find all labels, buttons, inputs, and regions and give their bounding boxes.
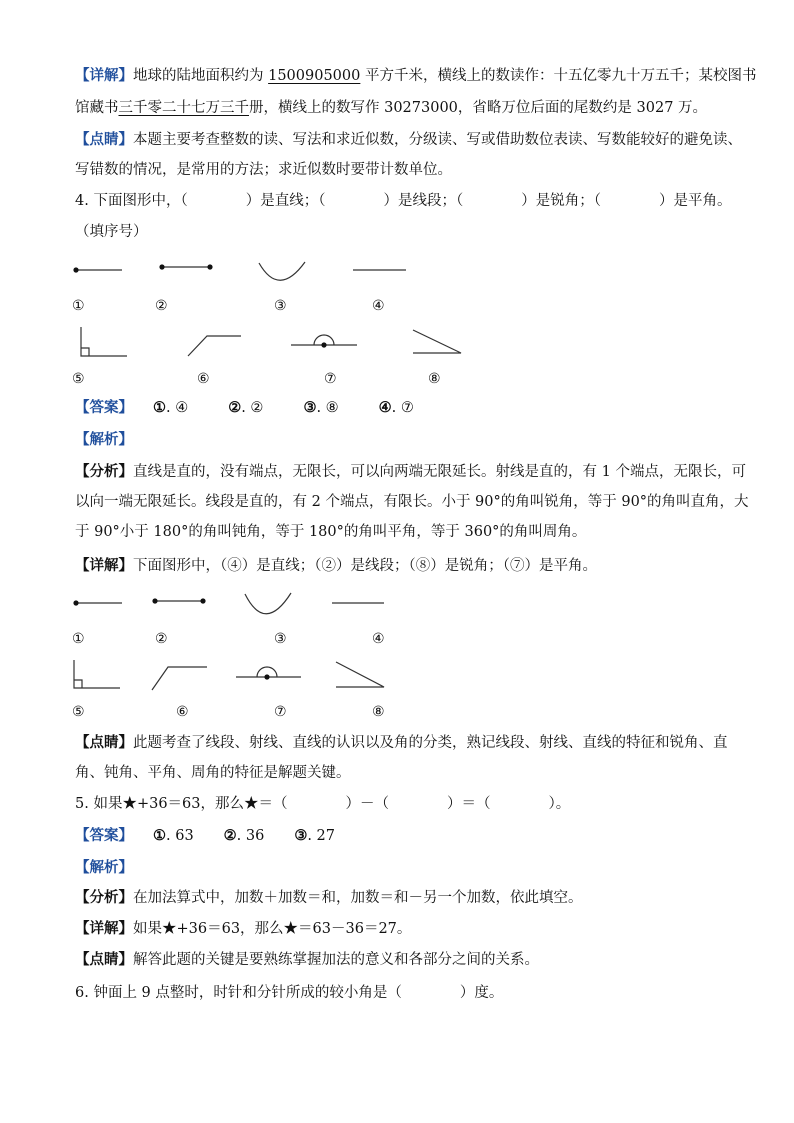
land-area-number: 1500905000 — [268, 68, 361, 84]
books-text: 三千零二十七万三千 — [118, 100, 249, 116]
q3-point-line-2: 写错数的情况，是常用的方法；求近似数时要带计数单位。 — [75, 162, 452, 178]
fig1-label-7: ⑦ — [324, 371, 337, 387]
fig2-right-angle-mark — [74, 680, 82, 688]
fig2-label-1: ① — [72, 631, 85, 647]
fig1-label-4: ④ — [372, 298, 385, 314]
q4-analysis-line-3: 于 90°小于 180°的角叫钝角，等于 180°的角叫平角，等于 360°的角叫周角。 — [75, 524, 587, 540]
fig2-acute-angle — [336, 662, 384, 687]
q5-stem: 5. 如果★+36＝63，那么★＝（ ）－（ ）＝（ ）。 — [75, 796, 571, 812]
q6-stem: 6. 钟面上 9 点整时，时针和分针所成的较小角是（ ）度。 — [75, 985, 504, 1001]
q4-stem: 4. 下面图形中，（ ）是直线；（ ）是线段；（ ）是锐角；（ ）是平角。 — [75, 193, 732, 209]
q4-point-line-1: 【点睛】此题考查了线段、射线、直线的认识以及角的分类，熟记线段、射线、直线的特征和锐角、直 — [75, 735, 728, 751]
fig2-obtuse-angle — [152, 667, 207, 690]
q5-detail: 【详解】如果★+36＝63，那么★＝63－36＝27。 — [75, 921, 412, 937]
fig2-segment-endpoint-a — [152, 598, 157, 603]
fig2-label-5: ⑤ — [72, 704, 85, 720]
fig2-ray-endpoint — [73, 600, 78, 605]
fig2-curve — [245, 593, 291, 614]
q4-point-line-2: 角、钝角、平角、周角的特征是解题关键。 — [75, 765, 351, 781]
fig1-label-1: ① — [72, 298, 85, 314]
q5-analysis: 【分析】在加法算式中，加数＋加数＝和，加数＝和－另一个加数，依此填空。 — [75, 890, 583, 906]
fig2-segment-endpoint-b — [200, 598, 205, 603]
q5-answer: 【答案】 ①. 63 ②. 36 ③. 27 — [75, 827, 336, 844]
fig2-label-4: ④ — [372, 631, 385, 647]
fig1-label-5: ⑤ — [72, 371, 85, 387]
q3-detail-line-2: 馆藏书三千零二十七万三千册，横线上的数写作 30273000，省略万位后面的尾数约是 3027 万。 — [75, 100, 708, 116]
fig2-label-8: ⑧ — [372, 704, 385, 720]
fig1-label-6: ⑥ — [197, 371, 210, 387]
q3-detail-line-1: 【详解】地球的陆地面积约为 1500905000 平方千米，横线上的数读作：十五亿零九十万五千；某校图书 — [75, 68, 757, 84]
q5-analysis-label: 【解析】 — [75, 860, 133, 876]
q3-point-line-1: 【点睛】本题主要考查整数的读、写法和求近似数，分级读、写或借助数位表读、写数能较好的避免读、 — [75, 132, 742, 148]
q4-analysis-line-2: 以向一端无限延长。线段是直的，有 2 个端点，有限长。小于 90°的角叫锐角，等于 90°的角叫直角，大 — [75, 494, 749, 510]
fig2-label-6: ⑥ — [176, 704, 189, 720]
fig2-label-7: ⑦ — [274, 704, 287, 720]
fig2-label-3: ③ — [274, 631, 287, 647]
q4-detail: 【详解】下面图形中，（④）是直线；（②）是线段；（⑧）是锐角；（⑦）是平角。 — [75, 558, 597, 574]
fig1-label-3: ③ — [274, 298, 287, 314]
fig2-right-angle — [74, 660, 120, 688]
q4-stem-2: （填序号） — [75, 224, 148, 240]
q4-analysis-label: 【解析】 — [75, 432, 133, 448]
fig1-label-8: ⑧ — [428, 371, 441, 387]
q4-answer: 【答案】 ①. ④ ②. ② ③. ⑧ ④. ⑦ — [75, 399, 414, 416]
q5-point: 【点睛】解答此题的关键是要熟练掌握加法的意义和各部分之间的关系。 — [75, 952, 539, 968]
fig2-straight-angle-vertex — [264, 674, 269, 679]
fig2-label-2: ② — [155, 631, 168, 647]
fig1-label-2: ② — [155, 298, 168, 314]
q4-analysis-line-1: 【分析】直线是直的，没有端点，无限长，可以向两端无限延长。射线是直的，有 1 个端点，无限长，可 — [75, 464, 746, 480]
